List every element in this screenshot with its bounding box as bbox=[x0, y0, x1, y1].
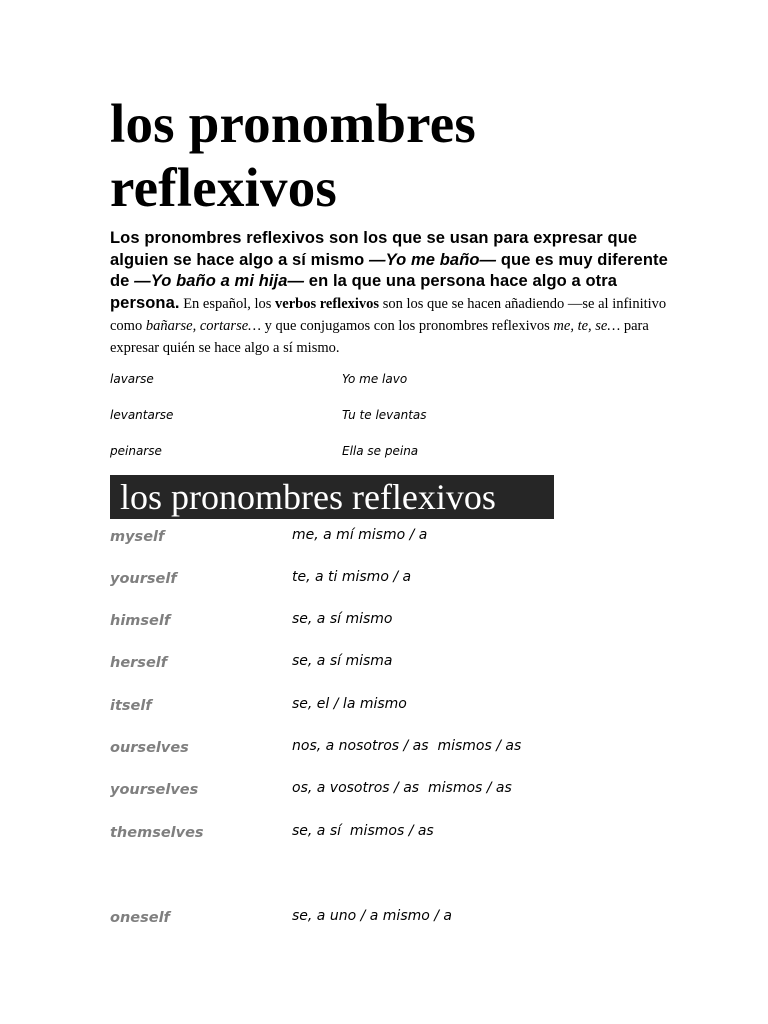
pronoun-english: yourselves bbox=[110, 782, 199, 798]
pronoun-spanish: se, a sí mismos / as bbox=[292, 823, 434, 839]
pronoun-english: myself bbox=[110, 529, 165, 545]
section-banner: los pronombres reflexivos bbox=[110, 475, 554, 519]
pronoun-spanish: nos, a nosotros / as mismos / as bbox=[292, 738, 522, 754]
intro-explanation bbox=[110, 296, 666, 355]
explanation-text-2: son los que se hacen añadiendo —se al infinitivo como bbox=[110, 296, 667, 334]
pronoun-row bbox=[110, 653, 670, 675]
pronoun-spanish: se, a sí misma bbox=[292, 653, 393, 669]
explanation-italic-examples: bañarse, cortarse… bbox=[145, 317, 262, 334]
explanation-text-4: para expresar quién se hace algo a sí mismo. bbox=[110, 317, 649, 356]
pronoun-row bbox=[110, 780, 670, 802]
pronoun-english: herself bbox=[110, 655, 168, 671]
pronoun-row bbox=[110, 527, 670, 549]
example-verb: lavarse bbox=[110, 372, 154, 386]
intro-text-2: que es muy diferente de bbox=[110, 250, 668, 291]
pronoun-row bbox=[110, 696, 670, 718]
pronoun-spanish: se, a uno / a mismo / a bbox=[292, 908, 453, 924]
pronoun-english: ourselves bbox=[110, 740, 189, 756]
pronoun-english: itself bbox=[110, 698, 152, 714]
pronoun-english: yourself bbox=[110, 571, 177, 587]
pronoun-spanish: te, a ti mismo / a bbox=[292, 569, 412, 585]
example-sentence: Tu te levantas bbox=[342, 408, 427, 422]
pronoun-spanish: me, a mí mismo / a bbox=[292, 527, 428, 543]
pronoun-row bbox=[110, 823, 670, 845]
pronoun-row bbox=[110, 611, 670, 633]
pronoun-spanish: os, a vosotros / as mismos / as bbox=[292, 780, 512, 796]
page-title: los pronombres reflexivos bbox=[110, 93, 476, 218]
intro-example-2: —Yo baño a mi hija— bbox=[134, 272, 305, 291]
pronoun-english: themselves bbox=[110, 825, 204, 841]
intro-example-1: —Yo me baño— bbox=[369, 250, 497, 269]
explanation-text-3: y que conjugamos con los pronombres reflexivos bbox=[261, 317, 554, 334]
explanation-bold-term: verbos reflexivos bbox=[275, 296, 380, 313]
pronoun-spanish: se, el / la mismo bbox=[292, 696, 407, 712]
example-verb: levantarse bbox=[110, 408, 174, 422]
pronoun-row bbox=[110, 569, 670, 591]
example-sentence: Ella se peina bbox=[342, 444, 419, 458]
intro-paragraph bbox=[110, 228, 670, 358]
pronoun-english: oneself bbox=[110, 910, 170, 926]
intro-text-3: en la que una persona hace algo a otra persona. bbox=[110, 272, 618, 313]
intro-text-1: Los pronombres reflexivos son los que se usan para expresar que alguien se hace algo a sí mismo bbox=[110, 229, 638, 269]
example-verb: peinarse bbox=[110, 444, 162, 458]
pronoun-spanish: se, a sí mismo bbox=[292, 611, 393, 627]
explanation-text-1: En español, los bbox=[179, 296, 276, 313]
pronoun-row bbox=[110, 738, 670, 760]
pronoun-english: himself bbox=[110, 613, 171, 629]
example-sentence: Yo me lavo bbox=[342, 372, 408, 386]
pronoun-row bbox=[110, 908, 670, 930]
explanation-italic-pronouns: me, te, se… bbox=[553, 317, 621, 334]
